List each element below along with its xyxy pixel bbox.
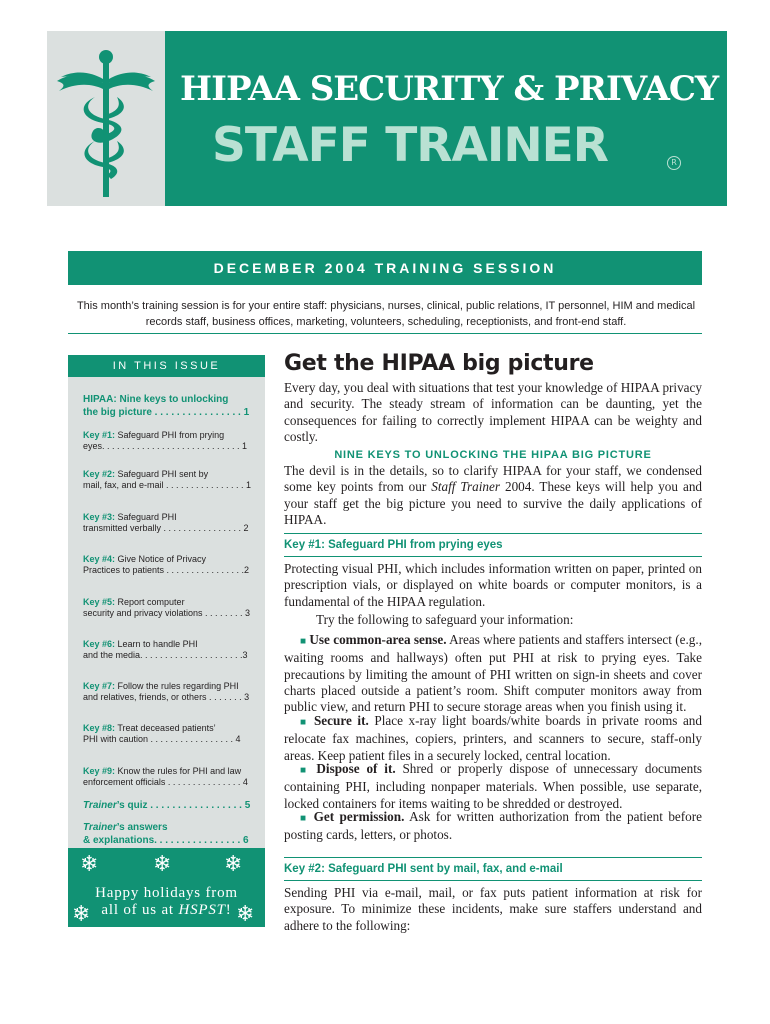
toc-item-label: Safeguard PHI <box>115 512 177 522</box>
toc-item-page: mail, fax, and e-mail . . . . . . . . . . . . . . . . 1 <box>83 480 252 490</box>
key2-paragraph: Sending PHI via e-mail, mail, or fax puts patient information at risk for exposure. To minimize these incidents, make sure staffers understand and adhere to the following: <box>284 885 702 933</box>
session-intro-line2: records staff, business offices, marketing, volunteers, scheduling, receptionists, and front-end staff. <box>145 316 627 328</box>
toc-item-key6[interactable] <box>83 639 253 661</box>
sidebar-heading: IN THIS ISSUE <box>112 360 221 372</box>
toc-item-key5[interactable] <box>83 597 253 619</box>
logo-panel <box>47 31 165 206</box>
divider <box>284 556 702 557</box>
toc-item-key8[interactable] <box>83 723 253 745</box>
toc-item-page: enforcement officials . . . . . . . . . . . . . . . 4 <box>83 777 248 787</box>
bullet-lead: Get permission. <box>313 809 405 824</box>
toc-key-label: Key #3: <box>83 512 116 522</box>
divider <box>284 533 702 534</box>
key1-bullet-1 <box>284 632 702 715</box>
toc-item-page: Practices to patients . . . . . . . . . . . . . . . .2 <box>83 565 250 575</box>
key1-try: Try the following to safeguard your information: <box>316 612 574 627</box>
bullet-lead: Secure it. <box>313 713 369 728</box>
toc-item-label: Safeguard PHI from prying <box>115 430 225 440</box>
snowflake-icon: ❄ <box>153 852 172 877</box>
toc-item-key1[interactable] <box>83 430 253 452</box>
toc-item-page: eyes. . . . . . . . . . . . . . . . . . . . . . . . . . . . 1 <box>83 441 248 451</box>
toc-item-hipaa-keys[interactable] <box>83 393 253 419</box>
key1-bullet-3 <box>284 761 702 812</box>
toc-item-label: Learn to handle PHI <box>115 639 198 649</box>
caduceus-icon <box>47 31 165 206</box>
toc-item-label: Follow the rules regarding PHI <box>115 681 239 691</box>
toc-item-quiz[interactable] <box>83 799 253 812</box>
toc-item-label: Safeguard PHI sent by <box>115 469 209 479</box>
toc-key-label: Key #9: <box>83 766 116 776</box>
holiday-line1: Happy holidays from <box>95 885 238 901</box>
bullet-text: Ask for written authorization from the patient before posting cards, letters, or photos. <box>284 809 702 843</box>
paragraph-text: 2004. These keys will help you and your staff get the big picture you need to survive the daily applications of HIPAA. <box>284 479 703 527</box>
key1-bullet-4 <box>284 809 702 844</box>
bullet-lead: Dispose of it. <box>316 761 396 776</box>
holiday-end: ! <box>225 902 232 918</box>
toc-item-label: Treat deceased patients’ <box>115 723 216 733</box>
toc-key-label: Key #6: <box>83 639 116 649</box>
key2-heading: Key #2: Safeguard PHI sent by mail, fax, and e-mail <box>284 863 563 875</box>
article-title: Get the HIPAA big picture <box>284 351 594 376</box>
bullet-icon: ■ <box>300 813 309 824</box>
toc-item-label: Report computer <box>115 597 185 607</box>
bullet-lead: Use common-area sense. <box>309 632 447 647</box>
toc-item-page: and relatives, friends, or others . . . . . . . 3 <box>83 692 250 702</box>
toc-item-page: and the media. . . . . . . . . . . . . . . . . . . . .3 <box>83 650 248 660</box>
toc-item-answers[interactable] <box>83 821 253 847</box>
toc-item-label: Give Notice of Privacy <box>115 554 207 564</box>
session-intro <box>70 298 702 330</box>
toc-key-label: Key #4: <box>83 554 116 564</box>
toc-item-page: security and privacy violations . . . . . . . . 3 <box>83 608 251 618</box>
snowflake-icon: ❄ <box>80 852 99 877</box>
divider <box>68 333 702 334</box>
bullet-icon: ■ <box>300 765 310 776</box>
key1-bullet-2 <box>284 713 702 764</box>
toc-key-label: Key #5: <box>83 597 116 607</box>
bullet-icon: ■ <box>300 717 309 728</box>
toc-key-label: Key #7: <box>83 681 116 691</box>
toc-item-page: transmitted verbally . . . . . . . . . . . . . . . . 2 <box>83 523 249 533</box>
toc-item-label: HIPAA: Nine keys to unlocking <box>83 394 229 405</box>
bullet-text: Shred or properly dispose of unnecessary documents containing PHI, including nonpaper materials. When possible, use separate, locked containers for items waiting to be shredded or destroyed. <box>284 761 702 811</box>
article-paragraph <box>284 463 702 528</box>
masthead-subtitle: STAFF TRAINER <box>212 118 608 173</box>
divider <box>284 880 702 881</box>
masthead-title: HIPAA SECURITY & PRIVACY <box>180 69 719 109</box>
toc-item-page: the big picture . . . . . . . . . . . . . . . . 1 <box>83 407 250 418</box>
holiday-line2: all of us at <box>101 902 179 918</box>
toc-key-label: Key #8: <box>83 723 116 733</box>
article-intro: Every day, you deal with situations that test your knowledge of HIPAA privacy and security. The steady stream of information can be daunting, yet the consequences for failing to correctly implement HIPAA can be weighty and costly. <box>284 380 702 444</box>
toc-item-label: ’s answers <box>116 822 168 833</box>
toc-item-key4[interactable] <box>83 554 253 576</box>
toc-item-label: ’s quiz . . . . . . . . . . . . . . . . . 5 <box>116 800 251 811</box>
key1-heading: Key #1: Safeguard PHI from prying eyes <box>284 539 503 551</box>
snowflake-icon: ❄ <box>236 902 255 927</box>
toc-item-page: & explanations. . . . . . . . . . . . . . . . 6 <box>83 835 249 846</box>
toc-item-label-em: Trainer <box>83 800 117 811</box>
toc-key-label: Key #2: <box>83 469 116 479</box>
bullet-text: Areas where patients and staffers intersect (e.g., waiting rooms and hallways) often put PHI at risk to prying eyes. Take precautions by limiting the amount of PHI written on sign-in sheets and cover charts placed outside a patient’s room. Shift computer monitors away from public view, and return PHI to secure storage areas when you finish using it. <box>284 632 702 715</box>
divider <box>284 857 702 858</box>
holiday-message <box>68 885 265 919</box>
toc-key-label: Key #1: <box>83 430 116 440</box>
session-title: DECEMBER 2004 TRAINING SESSION <box>213 260 557 276</box>
bullet-icon: ■ <box>300 636 307 647</box>
session-intro-line1: This month’s training session is for your entire staff: physicians, nurses, clinical, public relations, IT personnel, HIM and medical <box>76 300 696 312</box>
bullet-text: Place x-ray light boards/white boards in private rooms and relocate fax machines, copiers, printers, and scanners to secure, staff-only areas. Keep patient files in a securely locked, central location. <box>284 713 702 763</box>
toc-item-key9[interactable] <box>83 766 253 788</box>
toc-item-key2[interactable] <box>83 469 253 491</box>
toc-item-key3[interactable] <box>83 512 253 534</box>
toc-item-key7[interactable] <box>83 681 253 703</box>
toc-item-page: PHI with caution . . . . . . . . . . . . . . . . . 4 <box>83 734 241 744</box>
holiday-org: HSPST <box>178 902 226 918</box>
toc-item-label: Know the rules for PHI and law <box>115 766 242 776</box>
key1-paragraph: Protecting visual PHI, which includes information written on paper, printed on prescription vials, or displayed on white boards or computer monitors, is a fundamental of the HIPAA regulation. <box>284 561 702 609</box>
snowflake-icon: ❄ <box>72 902 91 927</box>
registered-mark: R <box>667 156 681 170</box>
publication-name: Staff Trainer <box>431 479 500 495</box>
snowflake-icon: ❄ <box>224 852 243 877</box>
section-subhead: NINE KEYS TO UNLOCKING THE HIPAA BIG PICTURE <box>334 449 652 461</box>
paragraph-text: The devil is in the details, so to clarify HIPAA for your staff, we condensed some key points from our <box>284 463 702 495</box>
toc-item-label-em: Trainer <box>83 822 117 833</box>
